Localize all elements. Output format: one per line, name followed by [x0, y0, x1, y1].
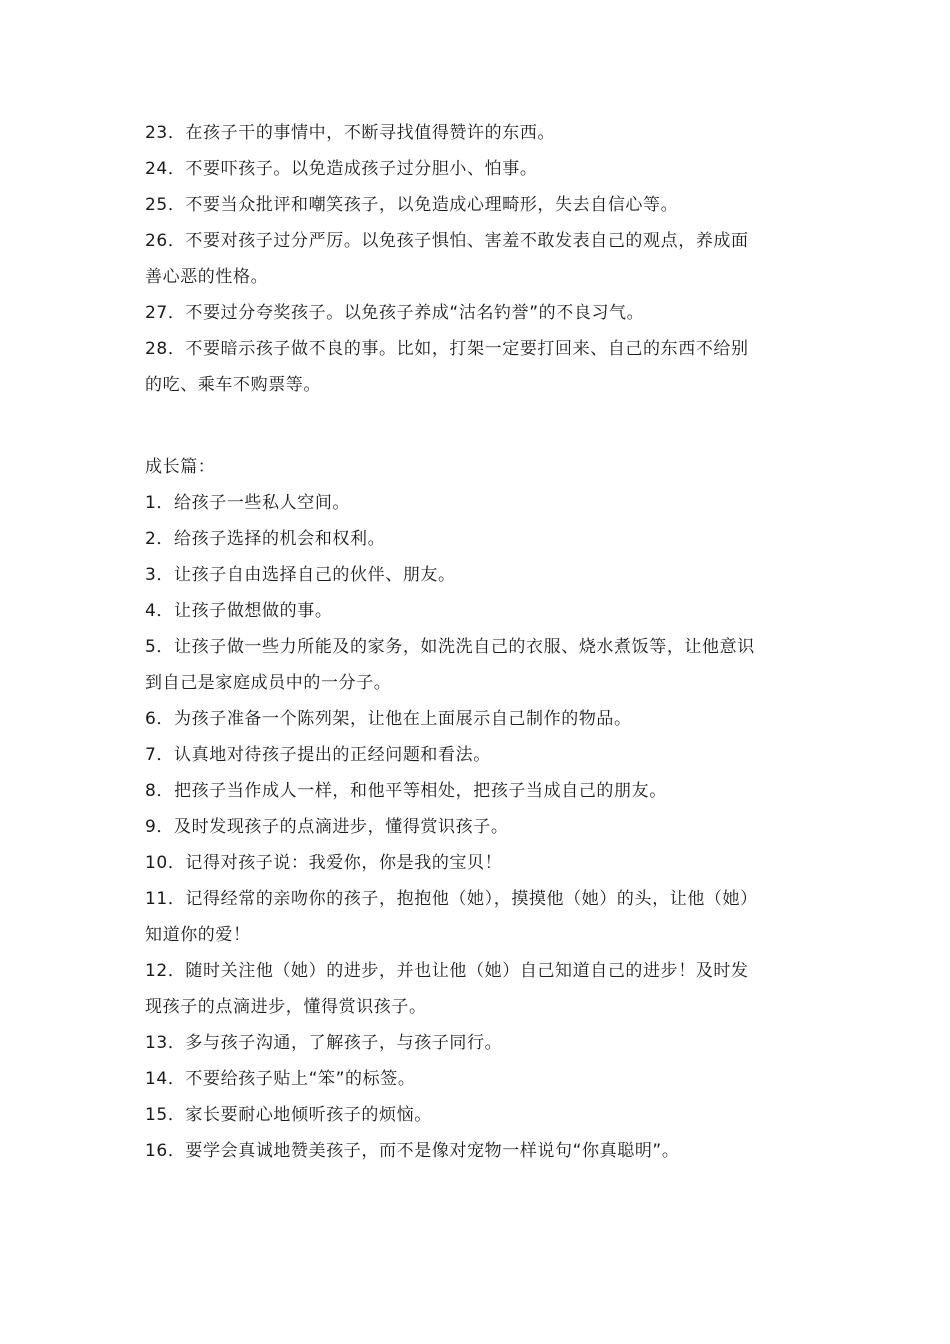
text-line: 到自己是家庭成员中的一分子。	[145, 673, 392, 693]
text-line: 的吃、乘车不购票等。	[145, 375, 321, 395]
text-line: 5．让孩子做一些力所能及的家务，如洗洗自己的衣服、烧水煮饭等，让他意识	[145, 637, 755, 657]
document-page	[145, 115, 810, 1169]
text-line: 25．不要当众批评和嘲笑孩子，以免造成心理畸形，失去自信心等。	[145, 195, 679, 215]
text-line: 15．家长要耐心地倾听孩子的烦恼。	[145, 1105, 432, 1125]
text-line: 13．多与孩子沟通，了解孩子，与孩子同行。	[145, 1033, 503, 1053]
text-line: 28．不要暗示孩子做不良的事。比如，打架一定要打回来、自己的东西不给别	[145, 339, 749, 359]
text-line: 23．在孩子干的事情中，不断寻找值得赞许的东西。	[145, 123, 556, 143]
text-line: 11．记得经常的亲吻你的孩子，抱抱他（她），摸摸他（她）的头，让他（她）	[145, 889, 758, 909]
section-rules	[145, 115, 810, 403]
text-line: 26．不要对孩子过分严厉。以免孩子惧怕、害羞不敢发表自己的观点，养成面	[145, 231, 749, 251]
text-line: 4．让孩子做想做的事。	[145, 601, 333, 621]
text-line: 知道你的爱！	[145, 925, 251, 945]
section-heading: 成长篇：	[145, 457, 216, 477]
text-line: 7．认真地对待孩子提出的正经问题和看法。	[145, 745, 491, 765]
text-line: 10．记得对孩子说：我爱你，你是我的宝贝！	[145, 853, 503, 873]
text-line: 24．不要吓孩子。以免造成孩子过分胆小、怕事。	[145, 159, 538, 179]
text-line: 1．给孩子一些私人空间。	[145, 493, 351, 513]
text-line: 善心恶的性格。	[145, 267, 269, 287]
text-line: 现孩子的点滴进步，懂得赏识孩子。	[145, 997, 427, 1017]
text-line: 6．为孩子准备一个陈列架，让他在上面展示自己制作的物品。	[145, 709, 632, 729]
text-line: 12．随时关注他（她）的进步，并也让他（她）自己知道自己的进步！及时发	[145, 961, 749, 981]
text-line: 14．不要给孩子贴上“笨”的标签。	[145, 1069, 416, 1089]
text-line: 16．要学会真诚地赞美孩子，而不是像对宠物一样说句“你真聪明”。	[145, 1141, 680, 1161]
text-line: 27．不要过分夸奖孩子。以免孩子养成“沽名钓誉”的不良习气。	[145, 303, 645, 323]
text-line: 2．给孩子选择的机会和权利。	[145, 529, 386, 549]
text-line: 9．及时发现孩子的点滴进步，懂得赏识孩子。	[145, 817, 509, 837]
section-spacer	[145, 403, 810, 449]
section-growth	[145, 449, 810, 1169]
text-line: 3．让孩子自由选择自己的伙伴、朋友。	[145, 565, 456, 585]
text-line: 8．把孩子当作成人一样，和他平等相处，把孩子当成自己的朋友。	[145, 781, 667, 801]
